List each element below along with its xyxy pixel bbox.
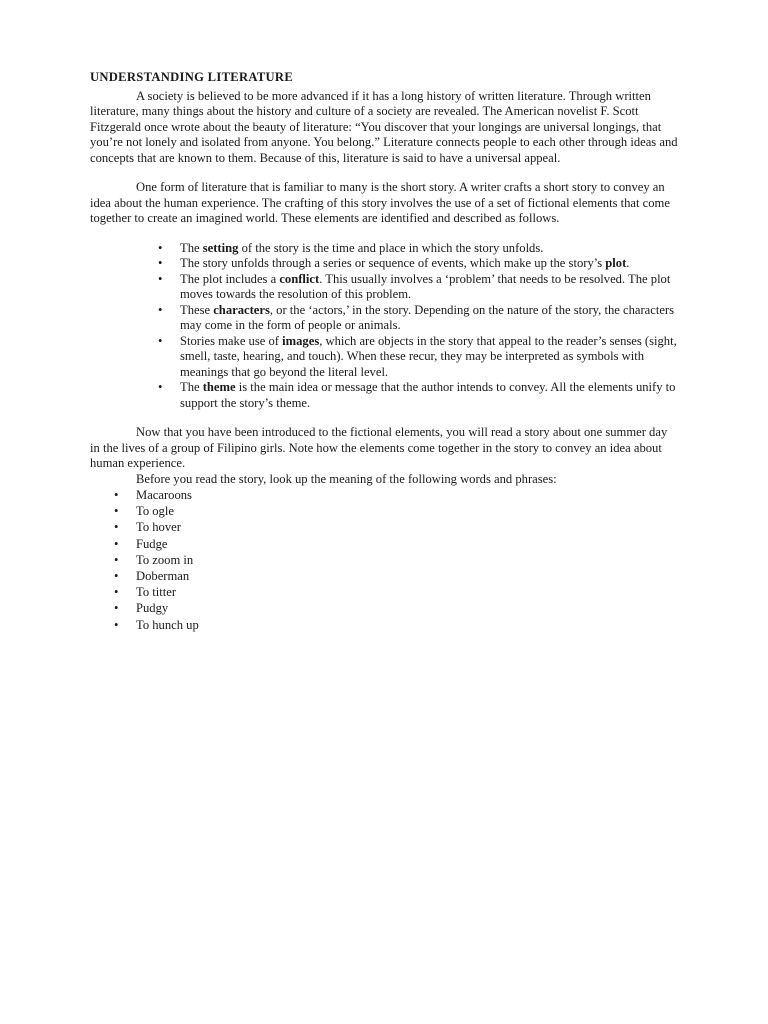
list-item: • The plot includes a conflict. This usually involves a ‘problem’ that needs to be resolved. The plot moves towards the resolution of this problem. (158, 271, 671, 301)
document-page (90, 70, 680, 633)
bullet-icon: • (158, 302, 163, 317)
bullet-icon: • (114, 601, 119, 616)
list-item: • Stories make use of images, which are objects in the story that appeal to the reader’s senses (sight, smell, taste, hearing, and touch). When these recur, they may be interpreted as symbols with meanings that go beyond the literal level. (158, 333, 677, 379)
vocabulary-word: Macaroons (136, 488, 192, 502)
vocabulary-word: To ogle (136, 504, 174, 519)
fictional-elements-list (90, 241, 680, 412)
list-item: • These characters, or the ‘actors,’ in the story. Depending on the nature of the story, the characters may come in the form of people or animals. (158, 302, 675, 332)
intro-paragraph: A society is believed to be more advanced if it has a long history of written literature. Through written literature, many things about the history and culture of a society are revealed. The American novelist F. Scott Fitzgerald once wrote about the beauty of literature: “You discover that your longings are universal longings, that you’re not lonely and isolated from anyone. You belong.” Literature connects people to each other through ideas and concepts that are known to them. Because of this, literature is said to have a universal appeal. (90, 88, 678, 165)
bullet-icon: • (114, 504, 119, 519)
vocabulary-word: To zoom in (136, 552, 194, 567)
list-item (114, 519, 680, 535)
element-term: setting (202, 240, 239, 255)
bullet-icon: • (114, 488, 119, 502)
bullet-icon: • (114, 569, 119, 584)
list-item (114, 503, 680, 519)
element-term: images (282, 333, 320, 348)
vocabulary-word: To hunch up (136, 617, 199, 632)
list-item: • The theme is the main idea or message that the author intends to convey. All the elements unify to support the story’s theme. (158, 380, 676, 410)
list-item: • The story unfolds through a series or sequence of events, which make up the story’s plot. (158, 256, 630, 270)
story-intro-paragraph: Now that you have been introduced to the fictional elements, you will read a story about one summer day in the lives of a group of Filipino girls. Note how the elements come together in the story to convey an idea about human experience. (90, 425, 668, 470)
bullet-icon: • (114, 536, 119, 551)
bullet-icon: • (114, 520, 119, 535)
vocabulary-word: To hover (136, 520, 181, 535)
vocabulary-word: Doberman (136, 569, 190, 584)
bullet-icon: • (158, 333, 163, 348)
element-term: plot (605, 256, 627, 270)
document-title: UNDERSTANDING LITERATURE (90, 70, 294, 84)
short-story-paragraph: One form of literature that is familiar to many is the short story. A writer crafts a short story to convey an idea about the human experience. The crafting of this story involves the use of a set of fictional elements that come together to create an imagined world. These elements are identified and described as follows. (90, 180, 670, 225)
list-item (114, 600, 680, 616)
list-item (114, 584, 680, 600)
bullet-icon: • (114, 617, 119, 632)
list-item (114, 487, 680, 503)
vocabulary-list (90, 487, 680, 633)
vocabulary-word: Fudge (136, 536, 168, 551)
bullet-icon: • (158, 380, 163, 394)
vocabulary-word: Pudgy (136, 601, 169, 616)
list-item (114, 536, 680, 552)
bullet-icon: • (114, 552, 119, 567)
vocabulary-instruction: Before you read the story, look up the meaning of the following words and phrases: (136, 471, 557, 486)
element-term: conflict (279, 271, 320, 286)
element-term: characters (213, 302, 270, 317)
bullet-icon: • (114, 585, 119, 600)
vocabulary-word: To titter (136, 585, 177, 600)
list-item (114, 568, 680, 584)
list-item (114, 617, 680, 633)
list-item: • The setting of the story is the time and place in which the story unfolds. (158, 240, 544, 255)
bullet-icon: • (158, 271, 163, 286)
bullet-icon: • (158, 240, 163, 255)
bullet-icon: • (158, 256, 163, 270)
list-item (114, 552, 680, 568)
element-term: theme (202, 380, 236, 394)
